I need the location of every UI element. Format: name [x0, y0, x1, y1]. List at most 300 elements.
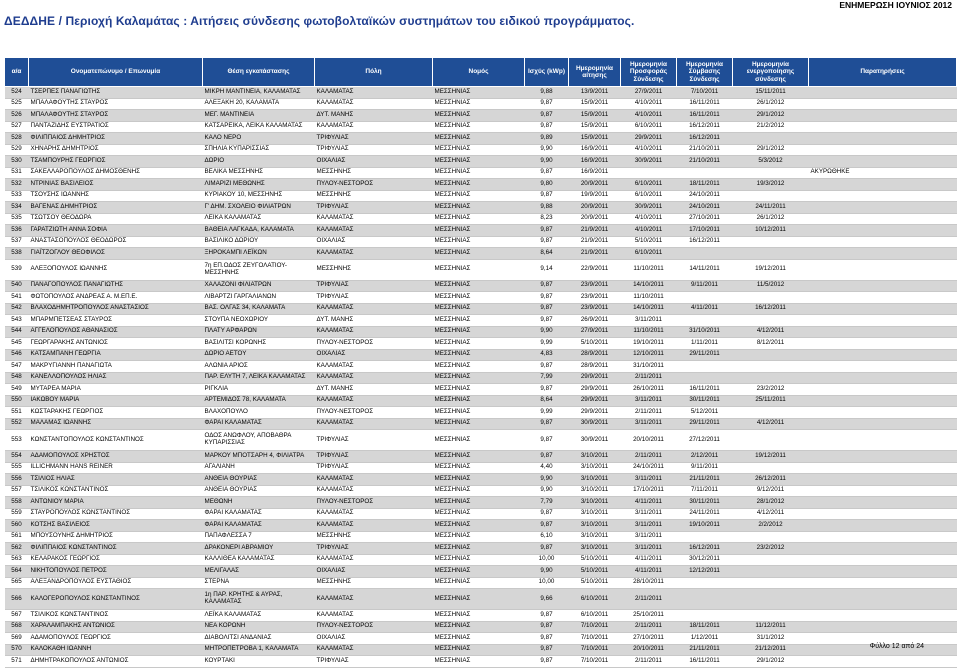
cell-remarks: [809, 303, 957, 315]
cell-application-date: 3/10/2011: [569, 531, 621, 543]
cell-application-date: 28/9/2011: [569, 361, 621, 373]
cell-location: ΛΙΜΑΡΙΖΙ ΜΕΘΩΝΗΣ: [203, 179, 315, 191]
cell-location: ΛΕΪΚΑ ΚΑΛΑΜΑΤΑΣ: [203, 610, 315, 622]
cell-name: ΚΑΛΟΓΕΡΟΠΟΥΛΟΣ ΚΩΝΣΤΑΝΤΙΝΟΣ: [29, 589, 203, 610]
cell-location: ΣΤΟΥΠΑ ΝΕΟΧΩΡΙΟΥ: [203, 315, 315, 327]
cell-aa: 547: [5, 361, 29, 373]
cell-offer-date: 4/10/2011: [621, 213, 677, 225]
cell-remarks: [809, 280, 957, 292]
cell-city: ΤΡΙΦΥΛΙΑΣ: [315, 462, 433, 474]
cell-power: 9,87: [525, 621, 569, 633]
cell-name: ΤΣΑΜΠΟΥΡΗΣ ΓΕΩΡΓΙΟΣ: [29, 156, 203, 168]
table-row: [5, 554, 957, 566]
cell-aa: 559: [5, 508, 29, 520]
cell-aa: 548: [5, 372, 29, 384]
cell-power: 9,87: [525, 225, 569, 237]
cell-application-date: 3/10/2011: [569, 508, 621, 520]
cell-application-date: 5/10/2011: [569, 577, 621, 589]
table-row: [5, 621, 957, 633]
cell-prefecture: ΜΕΣΣΗΝΙΑΣ: [433, 292, 525, 304]
cell-city: ΚΑΛΑΜΑΤΑΣ: [315, 610, 433, 622]
cell-activation-date: [733, 133, 809, 145]
cell-offer-date: 4/10/2011: [621, 110, 677, 122]
cell-location: ΚΑΛΛΙΘΕΑ ΚΑΛΑΜΑΤΑΣ: [203, 554, 315, 566]
cell-name: ΤΣΩΤΣΟΥ ΘΕΟΔΩΡΑ: [29, 213, 203, 225]
col-header-application-date: Ημερομηνία αίτησης: [569, 58, 621, 87]
table-row: [5, 372, 957, 384]
cell-power: 9,87: [525, 520, 569, 532]
cell-location: ΠΑΠΑΦΛΕΣΣΑ 7: [203, 531, 315, 543]
cell-location: ΠΛΑΤΥ ΑΡΦΑΡΩΝ: [203, 326, 315, 338]
cell-power: 4,83: [525, 349, 569, 361]
cell-name: ΤΣΕΡΠΕΣ ΠΑΝΑΓΙΩΤΗΣ: [29, 87, 203, 99]
cell-offer-date: 30/9/2011: [621, 156, 677, 168]
table-row: [5, 213, 957, 225]
cell-location: ΑΝΘΕΙΑ ΘΟΥΡΙΑΣ: [203, 474, 315, 486]
cell-aa: 543: [5, 315, 29, 327]
cell-contract-date: 18/11/2011: [677, 179, 733, 191]
cell-contract-date: 27/10/2011: [677, 213, 733, 225]
cell-city: ΚΑΛΑΜΑΤΑΣ: [315, 395, 433, 407]
cell-application-date: 5/10/2011: [569, 566, 621, 578]
cell-aa: 568: [5, 621, 29, 633]
cell-offer-date: 3/11/2011: [621, 315, 677, 327]
cell-remarks: [809, 497, 957, 509]
cell-power: 9,99: [525, 407, 569, 419]
cell-aa: 530: [5, 156, 29, 168]
cell-remarks: [809, 156, 957, 168]
cell-contract-date: [677, 372, 733, 384]
cell-city: ΤΡΙΦΥΛΙΑΣ: [315, 144, 433, 156]
cell-location: ΒΕΛΙΚΑ ΜΕΣΣΗΝΗΣ: [203, 167, 315, 179]
cell-city: ΚΑΛΑΜΑΤΑΣ: [315, 213, 433, 225]
table-row: [5, 190, 957, 202]
cell-prefecture: ΜΕΣΣΗΝΙΑΣ: [433, 338, 525, 350]
cell-contract-date: 19/10/2011: [677, 520, 733, 532]
cell-aa: 563: [5, 554, 29, 566]
cell-contract-date: 7/11/2011: [677, 485, 733, 497]
cell-name: ΚΑΤΣΑΜΠΑΝΗ ΓΕΩΡΓΙΑ: [29, 349, 203, 361]
cell-remarks: [809, 190, 957, 202]
cell-power: 7,99: [525, 372, 569, 384]
table-row: [5, 110, 957, 122]
cell-power: 9,87: [525, 167, 569, 179]
cell-activation-date: 26/1/2012: [733, 98, 809, 110]
cell-name: ΜΠΑΡΜΠΕΤΣΕΑΣ ΣΤΑΥΡΟΣ: [29, 315, 203, 327]
cell-prefecture: ΜΕΣΣΗΝΙΑΣ: [433, 225, 525, 237]
cell-city: ΚΑΛΑΜΑΤΑΣ: [315, 361, 433, 373]
cell-contract-date: [677, 167, 733, 179]
cell-remarks: [809, 248, 957, 260]
cell-location: ΦΑΡΑΙ ΚΑΛΑΜΑΤΑΣ: [203, 520, 315, 532]
table-row: [5, 395, 957, 407]
cell-aa: 554: [5, 451, 29, 463]
cell-city: ΚΑΛΑΜΑΤΑΣ: [315, 121, 433, 133]
cell-application-date: 20/9/2011: [569, 202, 621, 214]
cell-remarks: [809, 213, 957, 225]
table-row: [5, 326, 957, 338]
cell-city: ΠΥΛΟΥ-ΝΕΣΤΟΡΟΣ: [315, 621, 433, 633]
cell-application-date: 15/9/2011: [569, 110, 621, 122]
cell-city: ΟΙΧΑΛΙΑΣ: [315, 633, 433, 645]
cell-contract-date: 9/11/2011: [677, 462, 733, 474]
cell-application-date: 7/10/2011: [569, 656, 621, 668]
cell-city: ΟΙΧΑΛΙΑΣ: [315, 236, 433, 248]
cell-application-date: 20/9/2011: [569, 179, 621, 191]
cell-contract-date: 16/11/2011: [677, 110, 733, 122]
cell-application-date: 16/9/2011: [569, 167, 621, 179]
cell-city: ΚΑΛΑΜΑΤΑΣ: [315, 485, 433, 497]
cell-remarks: [809, 98, 957, 110]
cell-name: ΑΝΑΣΤΑΣΟΠΟΥΛΟΣ ΘΕΟΔΩΡΟΣ: [29, 236, 203, 248]
cell-prefecture: ΜΕΣΣΗΝΙΑΣ: [433, 144, 525, 156]
cell-aa: 561: [5, 531, 29, 543]
cell-activation-date: [733, 566, 809, 578]
cell-contract-date: 16/11/2011: [677, 384, 733, 396]
cell-contract-date: 24/11/2011: [677, 508, 733, 520]
cell-city: ΜΕΣΣΗΝΗΣ: [315, 577, 433, 589]
cell-location: ΚΑΤΣΑΡΕΪΚΑ, ΛΕΪΚΑ ΚΑΛΑΜΑΤΑΣ: [203, 121, 315, 133]
table-row: [5, 133, 957, 145]
cell-power: 9,87: [525, 98, 569, 110]
cell-activation-date: 2/2/2012: [733, 520, 809, 532]
cell-offer-date: 6/10/2011: [621, 179, 677, 191]
cell-activation-date: [733, 361, 809, 373]
cell-application-date: 29/9/2011: [569, 384, 621, 396]
cell-application-date: 23/9/2011: [569, 303, 621, 315]
cell-offer-date: 2/11/2011: [621, 451, 677, 463]
cell-location: ΜΕΓ. ΜΑΝΤΙΝΕΙΑ: [203, 110, 315, 122]
cell-offer-date: 26/10/2011: [621, 384, 677, 396]
table-row: [5, 508, 957, 520]
cell-contract-date: 16/11/2011: [677, 98, 733, 110]
cell-activation-date: 5/3/2012: [733, 156, 809, 168]
cell-remarks: [809, 144, 957, 156]
cell-activation-date: [733, 610, 809, 622]
cell-location: ΜΕΛΙΓΑΛΑΣ: [203, 566, 315, 578]
cell-remarks: [809, 543, 957, 555]
table-row: [5, 384, 957, 396]
cell-name: ΜΠΟΥΣΟΥΝΗΣ ΔΗΜΗΤΡΙΟΣ: [29, 531, 203, 543]
cell-offer-date: 20/10/2011: [621, 644, 677, 656]
cell-activation-date: 10/12/2011: [733, 225, 809, 237]
cell-remarks: [809, 451, 957, 463]
table-row: [5, 338, 957, 350]
cell-contract-date: 21/10/2011: [677, 156, 733, 168]
cell-power: 9,90: [525, 156, 569, 168]
cell-contract-date: 17/10/2011: [677, 225, 733, 237]
col-header-city: Πόλη: [315, 58, 433, 87]
cell-remarks: [809, 554, 957, 566]
cell-power: 9,87: [525, 610, 569, 622]
cell-activation-date: 31/1/2012: [733, 633, 809, 645]
cell-contract-date: [677, 610, 733, 622]
cell-activation-date: [733, 372, 809, 384]
cell-application-date: 6/10/2011: [569, 610, 621, 622]
cell-location: ΑΡΤΕΜΙΔΟΣ 78, ΚΑΛΑΜΑΤΑ: [203, 395, 315, 407]
cell-offer-date: 3/11/2011: [621, 474, 677, 486]
cell-location: Γ' ΔΗΜ. ΣΧΟΛΕΙΟ ΦΙΛΙΑΤΡΩΝ: [203, 202, 315, 214]
cell-name: ΙΑΚΩΒΟΥ ΜΑΡΙΑ: [29, 395, 203, 407]
cell-prefecture: ΜΕΣΣΗΝΙΑΣ: [433, 566, 525, 578]
cell-prefecture: ΜΕΣΣΗΝΙΑΣ: [433, 98, 525, 110]
cell-application-date: 19/9/2011: [569, 190, 621, 202]
cell-prefecture: ΜΕΣΣΗΝΙΑΣ: [433, 418, 525, 430]
cell-prefecture: ΜΕΣΣΗΝΙΑΣ: [433, 610, 525, 622]
cell-activation-date: [733, 292, 809, 304]
applications-table: [4, 57, 957, 668]
cell-name: ΓΑΡΑΤΖΙΩΤΗ ΑΝΝΑ ΣΟΦΙΑ: [29, 225, 203, 237]
cell-prefecture: ΜΕΣΣΗΝΙΑΣ: [433, 577, 525, 589]
cell-power: 9,87: [525, 656, 569, 668]
cell-prefecture: ΜΕΣΣΗΝΙΑΣ: [433, 531, 525, 543]
cell-offer-date: 2/11/2011: [621, 621, 677, 633]
cell-application-date: 7/10/2011: [569, 644, 621, 656]
cell-contract-date: 21/10/2011: [677, 144, 733, 156]
cell-remarks: [809, 621, 957, 633]
cell-name: ΤΣΙΛΙΚΟΣ ΚΩΝΣΤΑΝΤΙΝΟΣ: [29, 610, 203, 622]
cell-aa: 539: [5, 259, 29, 280]
cell-activation-date: 19/12/2011: [733, 259, 809, 280]
table-row: [5, 485, 957, 497]
cell-prefecture: ΜΕΣΣΗΝΙΑΣ: [433, 508, 525, 520]
cell-offer-date: 20/10/2011: [621, 430, 677, 451]
cell-offer-date: 24/10/2011: [621, 462, 677, 474]
cell-prefecture: ΜΕΣΣΗΝΙΑΣ: [433, 179, 525, 191]
cell-application-date: 13/9/2011: [569, 87, 621, 99]
cell-application-date: 30/9/2011: [569, 418, 621, 430]
cell-city: ΤΡΙΦΥΛΙΑΣ: [315, 280, 433, 292]
cell-application-date: 30/9/2011: [569, 430, 621, 451]
cell-name: ΔΗΜΗΤΡΑΚΟΠΟΥΛΟΣ ΑΝΤΩΝΙΟΣ: [29, 656, 203, 668]
cell-remarks: [809, 384, 957, 396]
cell-remarks: [809, 179, 957, 191]
cell-prefecture: ΜΕΣΣΗΝΙΑΣ: [433, 259, 525, 280]
cell-offer-date: 11/10/2011: [621, 326, 677, 338]
table-row: [5, 633, 957, 645]
cell-name: ΑΓΓΕΛΟΠΟΥΛΟΣ ΑΘΑΝΑΣΙΟΣ: [29, 326, 203, 338]
cell-activation-date: [733, 167, 809, 179]
cell-offer-date: 14/10/2011: [621, 280, 677, 292]
cell-power: 9,90: [525, 326, 569, 338]
cell-contract-date: 2/12/2011: [677, 451, 733, 463]
cell-contract-date: 7/10/2011: [677, 87, 733, 99]
cell-location: ΛΕΪΚΑ ΚΑΛΑΜΑΤΑΣ: [203, 213, 315, 225]
cell-name: ΚΩΣΤΑΡΑΚΗΣ ΓΕΩΡΓΙΟΣ: [29, 407, 203, 419]
cell-name: ΚΕΛΑΡΑΚΟΣ ΓΕΩΡΓΙΟΣ: [29, 554, 203, 566]
cell-application-date: 3/10/2011: [569, 497, 621, 509]
cell-application-date: 16/9/2011: [569, 156, 621, 168]
table-row: [5, 451, 957, 463]
cell-prefecture: ΜΕΣΣΗΝΙΑΣ: [433, 656, 525, 668]
cell-activation-date: 21/2/2012: [733, 121, 809, 133]
cell-remarks: [809, 589, 957, 610]
cell-offer-date: 6/10/2011: [621, 190, 677, 202]
cell-prefecture: ΜΕΣΣΗΝΙΑΣ: [433, 520, 525, 532]
cell-remarks: [809, 236, 957, 248]
cell-aa: 569: [5, 633, 29, 645]
cell-application-date: 6/10/2011: [569, 589, 621, 610]
cell-city: ΤΡΙΦΥΛΙΑΣ: [315, 202, 433, 214]
cell-application-date: 27/9/2011: [569, 326, 621, 338]
cell-application-date: 15/9/2011: [569, 121, 621, 133]
cell-application-date: 16/9/2011: [569, 144, 621, 156]
cell-city: ΤΡΙΦΥΛΙΑΣ: [315, 133, 433, 145]
cell-aa: 535: [5, 213, 29, 225]
cell-offer-date: 25/10/2011: [621, 610, 677, 622]
cell-prefecture: ΜΕΣΣΗΝΙΑΣ: [433, 121, 525, 133]
table-row: [5, 225, 957, 237]
cell-prefecture: ΜΕΣΣΗΝΙΑΣ: [433, 213, 525, 225]
cell-name: ΑΔΑΜΟΠΟΥΛΟΣ ΓΕΩΡΓΙΟΣ: [29, 633, 203, 645]
cell-power: 9,87: [525, 315, 569, 327]
table-row: [5, 474, 957, 486]
cell-location: ΡΙΓΚΛΙΑ: [203, 384, 315, 396]
cell-offer-date: 3/11/2011: [621, 520, 677, 532]
cell-prefecture: ΜΕΣΣΗΝΙΑΣ: [433, 349, 525, 361]
cell-offer-date: 3/11/2011: [621, 418, 677, 430]
cell-activation-date: [733, 430, 809, 451]
cell-city: ΔΥΤ. ΜΑΝΗΣ: [315, 315, 433, 327]
cell-city: ΚΑΛΑΜΑΤΑΣ: [315, 554, 433, 566]
table-row: [5, 121, 957, 133]
cell-contract-date: 16/12/2011: [677, 121, 733, 133]
table-row: [5, 462, 957, 474]
cell-contract-date: [677, 577, 733, 589]
cell-offer-date: 14/10/2011: [621, 303, 677, 315]
cell-contract-date: 5/12/2011: [677, 407, 733, 419]
cell-city: ΚΑΛΑΜΑΤΑΣ: [315, 87, 433, 99]
cell-application-date: 3/10/2011: [569, 543, 621, 555]
cell-city: ΚΑΛΑΜΑΤΑΣ: [315, 225, 433, 237]
cell-offer-date: 5/10/2011: [621, 236, 677, 248]
cell-power: 9,87: [525, 236, 569, 248]
cell-remarks: [809, 87, 957, 99]
cell-location: ΒΑΘΕΙΑ ΛΑΓΚΑΔΑ, ΚΑΛΑΜΑΤΑ: [203, 225, 315, 237]
cell-power: 10,00: [525, 577, 569, 589]
cell-location: ΔΩΡΙΟ ΑΕΤΟΥ: [203, 349, 315, 361]
cell-power: 9,87: [525, 190, 569, 202]
cell-city: ΔΥΤ. ΜΑΝΗΣ: [315, 384, 433, 396]
col-header-power: Ισχύς (kWp): [525, 58, 569, 87]
cell-power: 9,87: [525, 292, 569, 304]
cell-prefecture: ΜΕΣΣΗΝΙΑΣ: [433, 280, 525, 292]
cell-activation-date: [733, 236, 809, 248]
cell-remarks: [809, 418, 957, 430]
cell-activation-date: 26/12/2011: [733, 474, 809, 486]
cell-name: ΚΩΝΣΤΑΝΤΟΠΟΥΛΟΣ ΚΩΝΣΤΑΝΤΙΝΟΣ: [29, 430, 203, 451]
cell-location: ΛΙΒΑΡΤΖΙ ΓΑΡΓΑΛΙΑΝΩΝ: [203, 292, 315, 304]
cell-location: ΠΑΡ. ΕΛΥΤΗ 7, ΛΕΪΚΑ ΚΑΛΑΜΑΤΑΣ: [203, 372, 315, 384]
cell-name: ΜΑΚΡΥΓΙΑΝΝΗ ΠΑΝΑΓΙΩΤΑ: [29, 361, 203, 373]
table-row: [5, 361, 957, 373]
cell-contract-date: 14/11/2011: [677, 259, 733, 280]
col-header-contract-date: Ημερομηνία Σύμβασης Σύνδεσης: [677, 58, 733, 87]
cell-contract-date: [677, 361, 733, 373]
cell-application-date: 3/10/2011: [569, 451, 621, 463]
cell-activation-date: [733, 554, 809, 566]
cell-power: 9,89: [525, 133, 569, 145]
cell-city: ΚΑΛΑΜΑΤΑΣ: [315, 326, 433, 338]
cell-power: 9,87: [525, 361, 569, 373]
cell-location: ΚΥΡΙΑΚΟΥ 10, ΜΕΣΣΗΝΗΣ: [203, 190, 315, 202]
cell-contract-date: 30/11/2011: [677, 497, 733, 509]
cell-aa: 537: [5, 236, 29, 248]
cell-contract-date: 4/11/2011: [677, 303, 733, 315]
cell-prefecture: ΜΕΣΣΗΝΙΑΣ: [433, 407, 525, 419]
cell-activation-date: 19/3/2012: [733, 179, 809, 191]
cell-aa: 557: [5, 485, 29, 497]
cell-location: 7η ΕΠ.ΟΔΟΣ ΖΕΥΓΟΛΑΤΙΟΥ-ΜΕΣΣΗΝΗΣ: [203, 259, 315, 280]
table-row: [5, 98, 957, 110]
cell-name: ΚΑΛΟΚΑΘΗ ΙΩΑΝΝΗ: [29, 644, 203, 656]
cell-activation-date: 9/12/2011: [733, 485, 809, 497]
table-row: [5, 236, 957, 248]
cell-prefecture: ΜΕΣΣΗΝΙΑΣ: [433, 497, 525, 509]
cell-aa: 570: [5, 644, 29, 656]
cell-power: 4,40: [525, 462, 569, 474]
cell-activation-date: 29/1/2012: [733, 144, 809, 156]
cell-aa: 544: [5, 326, 29, 338]
cell-prefecture: ΜΕΣΣΗΝΙΑΣ: [433, 110, 525, 122]
cell-activation-date: [733, 531, 809, 543]
cell-activation-date: [733, 190, 809, 202]
cell-offer-date: 2/11/2011: [621, 589, 677, 610]
cell-contract-date: [677, 292, 733, 304]
cell-contract-date: 24/10/2011: [677, 190, 733, 202]
cell-name: ΝΙΚΗΤΟΠΟΥΛΟΣ ΠΕΤΡΟΣ: [29, 566, 203, 578]
cell-offer-date: 4/10/2011: [621, 144, 677, 156]
cell-prefecture: ΜΕΣΣΗΝΙΑΣ: [433, 361, 525, 373]
cell-contract-date: 1/12/2011: [677, 633, 733, 645]
cell-prefecture: ΜΕΣΣΗΝΙΑΣ: [433, 372, 525, 384]
cell-activation-date: 23/2/2012: [733, 384, 809, 396]
cell-offer-date: 4/11/2011: [621, 554, 677, 566]
cell-aa: 536: [5, 225, 29, 237]
cell-aa: 524: [5, 87, 29, 99]
cell-aa: 552: [5, 418, 29, 430]
cell-activation-date: 4/12/2011: [733, 418, 809, 430]
cell-city: ΚΑΛΑΜΑΤΑΣ: [315, 372, 433, 384]
cell-application-date: 7/10/2011: [569, 633, 621, 645]
cell-application-date: 3/10/2011: [569, 474, 621, 486]
cell-power: 9,90: [525, 144, 569, 156]
cell-aa: 571: [5, 656, 29, 668]
cell-aa: 549: [5, 384, 29, 396]
cell-application-date: 15/9/2011: [569, 133, 621, 145]
cell-application-date: 3/10/2011: [569, 485, 621, 497]
cell-offer-date: 19/10/2011: [621, 338, 677, 350]
cell-prefecture: ΜΕΣΣΗΝΙΑΣ: [433, 384, 525, 396]
cell-contract-date: 24/10/2011: [677, 202, 733, 214]
cell-power: 7,79: [525, 497, 569, 509]
cell-activation-date: 16/12/2011: [733, 303, 809, 315]
cell-activation-date: 29/1/2012: [733, 110, 809, 122]
cell-activation-date: 25/11/2011: [733, 395, 809, 407]
table-header-row: [5, 58, 957, 87]
table-row: [5, 259, 957, 280]
cell-remarks: [809, 315, 957, 327]
cell-prefecture: ΜΕΣΣΗΝΙΑΣ: [433, 474, 525, 486]
cell-location: ΒΑΣΙΛΙΚΟ ΔΩΡΙΟΥ: [203, 236, 315, 248]
col-header-location: Θέση εγκατάστασης: [203, 58, 315, 87]
cell-city: ΤΡΙΦΥΛΙΑΣ: [315, 543, 433, 555]
cell-offer-date: 11/10/2011: [621, 292, 677, 304]
cell-remarks: [809, 656, 957, 668]
cell-city: ΚΑΛΑΜΑΤΑΣ: [315, 418, 433, 430]
cell-city: ΚΑΛΑΜΑΤΑΣ: [315, 644, 433, 656]
cell-remarks: [809, 372, 957, 384]
